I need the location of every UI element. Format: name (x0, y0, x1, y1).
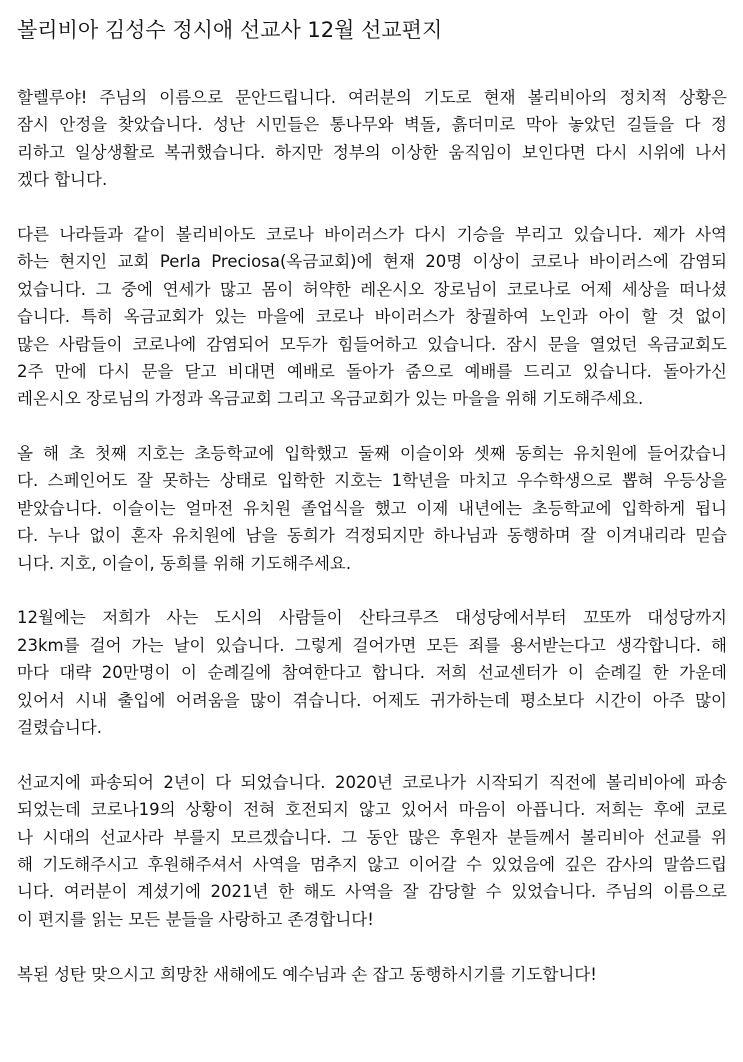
text-line: 잠시 안정을 찾았습니다. 성난 시민들은 통나무와 벽돌, 흙더미로 막아 놓았던 길들을 다 정 (17, 115, 727, 135)
text-line: 걸렸습니다. (17, 717, 102, 737)
document-title: 볼리비아 김성수 정시애 선교사 12월 선교편지 (17, 18, 443, 42)
text-line: 나 시대의 선교사라 부를지 모르겠습니다. 그 동안 많은 후원자 분들께서 볼리비아 선교를 위 (17, 827, 727, 847)
paragraph (17, 221, 727, 413)
text-line: 하는 현지인 교회 Perla Preciosa(옥금교회)에 현재 20명 이상이 코로나 바이러스에 감염되 (17, 252, 727, 272)
paragraph (17, 961, 727, 988)
text-line: 많은 사람들이 코로나에 감염되어 모두가 힘들어하고 있습니다. 잠시 문을 열었던 옥금교회도 (17, 334, 727, 354)
text-line: 받았습니다. 이슬이는 얼마전 유치원 졸업식을 했고 이제 내년에는 초등학교에 입학하게 됩니 (17, 498, 727, 518)
text-line: 리하고 일상생활로 복귀했습니다. 하지만 정부의 이상한 움직임이 보인다면 다시 시위에 나서 (17, 142, 727, 162)
text-line: 선교지에 파송되어 2년이 다 되었습니다. 2020년 코로나가 시작되기 직전에 볼리비아에 파송 (17, 772, 727, 792)
text-line: 2주 만에 다시 문을 닫고 비대면 예배로 돌아가 줌으로 예배를 드리고 있습니다. 돌아가신 (17, 361, 727, 381)
text-line: 다. 누나 없이 혼자 유치원에 남을 동희가 걱정되지만 하나님과 동행하며 잘 이겨내리라 믿습 (17, 526, 727, 546)
text-line: 12월에는 저희가 사는 도시의 사람들이 산타크루즈 대성당에서부터 꼬또까 대성당까지 (17, 608, 727, 628)
paragraph (17, 440, 727, 577)
text-line: 복된 성탄 맞으시고 희망찬 새해에도 예수님과 손 잡고 동행하시기를 기도합니다! (17, 964, 597, 984)
paragraph (17, 769, 727, 933)
text-line: 습니다. 특히 옥금교회가 있는 마을에 코로나 바이러스가 창궐하여 노인과 아이 할 것 없이 (17, 307, 727, 327)
letter-body (17, 84, 727, 988)
paragraph (17, 604, 727, 741)
text-line: 겠다 합니다. (17, 170, 108, 190)
text-line: 할렐루야! 주님의 이름으로 문안드립니다. 여러분의 기도로 현재 볼리비아의 정치적 상황은 (17, 88, 727, 107)
text-line: 다. 스페인어도 잘 못하는 상태로 입학한 지호는 1학년을 마치고 우수학생으로 뽑혀 우등상을 (17, 471, 727, 491)
text-line: 니다. 여러분이 계셨기에 2021년 한 해도 사역을 잘 감당할 수 있었습니다. 주님의 이름으로 (17, 882, 727, 902)
text-line: 다른 나라들과 같이 볼리비아도 코로나 바이러스가 다시 기승을 부리고 있습니다. 제가 사역 (17, 224, 727, 244)
text-line: 있어서 시내 출입에 어려움을 많이 겪습니다. 어제도 귀가하는데 평소보다 시간이 아주 많이 (17, 690, 727, 710)
text-line: 었습니다. 그 중에 연세가 많고 몸이 허약한 레온시오 장로님이 코로나로 어제 세상을 떠나셨 (17, 279, 727, 299)
text-line: 올 해 초 첫째 지호는 초등학교에 입학했고 둘째 이슬이와 셋째 동희는 유치원에 들어갔습니 (17, 444, 727, 464)
paragraph (17, 84, 727, 194)
text-line: 23km를 걸어 가는 날이 있습니다. 그렇게 걸어가면 모든 죄를 용서받는다고 생각합니다. 해 (17, 635, 727, 655)
text-line: 니다. 지호, 이슬이, 동희를 위해 기도해주세요. (17, 553, 352, 573)
text-line: 해 기도해주시고 후원해주셔서 사역을 멈추지 않고 이어갈 수 있었음에 깊은 감사의 말씀드립 (17, 854, 727, 874)
text-line: 되었는데 코로나19의 상황이 전혀 호전되지 않고 있어서 마음이 아픕니다. 저희는 후에 코로 (17, 800, 727, 820)
text-line: 마다 대략 20만명이 이 순례길에 참여한다고 합니다. 저희 선교센터가 이 순례길 한 가운데 (17, 663, 727, 683)
text-line: 레온시오 장로님의 가정과 옥금교회 그리고 옥금교회가 있는 마을을 위해 기도해주세요. (17, 389, 644, 409)
text-line: 이 편지를 읽는 모든 분들을 사랑하고 존경합니다! (17, 909, 374, 929)
